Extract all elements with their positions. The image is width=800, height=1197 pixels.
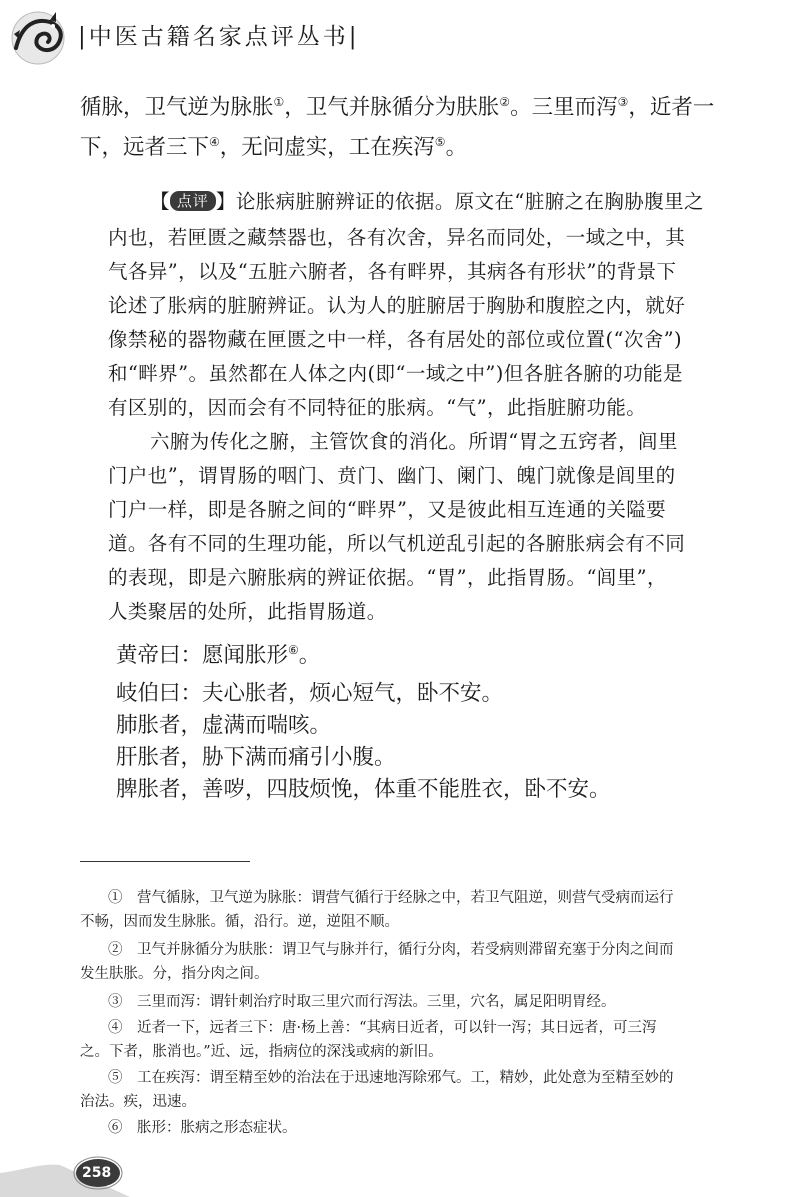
footnote-line: 不畅，因而发生脉胀。循，沿行。逆，逆阻不顺。 bbox=[80, 914, 399, 930]
commentary-first-line: 【 点评 】论胀病脏腑辨证的依据。原文在“脏腑之在胸胁腹里之 bbox=[150, 190, 704, 213]
main-text-line: 循脉，卫气逆为脉胀①，卫气并脉循分为肤胀②。三里而泻③，近者一 bbox=[80, 94, 715, 120]
commentary-tag: 点评 bbox=[170, 191, 216, 211]
footnote-line: ③ 三里而泻：谓针刺治疗时取三里穴而行泻法。三里，穴名，属足阳明胃经。 bbox=[108, 994, 616, 1010]
footnote-line: 发生肤胀。分，指分肉之间。 bbox=[80, 966, 269, 982]
commentary-line: 像禁秘的器物藏在匣匮之中一样，各有居处的部位或位置(“次舍”) bbox=[108, 328, 683, 351]
commentary-line: 论述了胀病的脏腑辨证。认为人的脏腑居于胸胁和腹腔之内，就好 bbox=[108, 294, 686, 317]
footnote-line: ② 卫气并脉循分为肤胀：谓卫气与脉并行，循行分肉，若受病则滞留充塞于分肉之间而 bbox=[108, 942, 674, 958]
page-number: 258 bbox=[82, 1165, 112, 1181]
commentary-line: 门户也”，谓胃肠的咽门、贲门、幽门、阑门、魄门就像是闾里的 bbox=[108, 464, 676, 487]
commentary-line: 的表现，即是六腑胀病的辨证依据。“胃”，此指胃肠。“闾里”， bbox=[108, 566, 667, 589]
commentary-line: 门户一样，即是各腑之间的“畔界”，又是彼此相互连通的关隘要 bbox=[108, 498, 667, 521]
commentary-line: 人类聚居的处所，此指胃肠道。 bbox=[108, 600, 387, 623]
dialogue-line: 脾胀者，善哕，四肢烦悗，体重不能胜衣，卧不安。 bbox=[116, 777, 611, 802]
footnote-line: ① 营气循脉，卫气逆为脉胀：谓营气循行于经脉之中，若卫气阻逆，则营气受病而运行 bbox=[108, 890, 674, 906]
commentary-line: 气各异”，以及“五脏六腑者，各有畔界，其病各有形状”的背景下 bbox=[108, 260, 677, 283]
dialogue-line: 黄帝曰：愿闻胀形⑥。 bbox=[116, 642, 321, 668]
footnote-line: ⑤ 工在疾泻：谓至精至妙的治法在于迅速地泻除邪气。工，精妙，此处意为至精至妙的 bbox=[108, 1070, 674, 1086]
dragon-logo-icon bbox=[6, 4, 70, 68]
commentary-line: 道。各有不同的生理功能，所以气机逆乱引起的各腑胀病会有不同 bbox=[108, 532, 686, 555]
footnote-line: ④ 近者一下，远者三下：唐·杨上善：“其病日近者，可以针一泻；其日远者，可三泻 bbox=[108, 1020, 657, 1036]
dialogue-line: 肺胀者，虚满而喘咳。 bbox=[116, 713, 332, 738]
footnote-line: ⑥ 胀形：胀病之形态症状。 bbox=[108, 1120, 297, 1136]
main-text-line: 下，远者三下④，无问虚实，工在疾泻⑤。 bbox=[80, 134, 468, 160]
commentary-line: 内也，若匣匮之藏禁器也，各有次舍，异名而同处，一域之中，其 bbox=[108, 226, 686, 249]
commentary-line: 和“畔界”。虽然都在人体之内(即“一域之中”)但各脏各腑的功能是 bbox=[108, 362, 683, 385]
footnote-line: 之。下者，胀消也。”近、远，指病位的深浅或病的新旧。 bbox=[80, 1044, 443, 1060]
commentary-line: 六腑为传化之腑，主管饮食的消化。所谓“胃之五窍者，闾里 bbox=[150, 430, 678, 453]
commentary-line: 有区别的，因而会有不同特征的胀病。“气”，此指脏腑功能。 bbox=[108, 396, 647, 419]
series-title: |中医古籍名家点评丛书| bbox=[78, 24, 360, 50]
footnote-divider bbox=[80, 861, 250, 862]
dialogue-line: 岐伯曰：夫心胀者，烦心短气，卧不安。 bbox=[116, 681, 504, 706]
dialogue-line: 肝胀者，胁下满而痛引小腹。 bbox=[116, 745, 396, 770]
footnote-line: 治法。疾，迅速。 bbox=[80, 1094, 196, 1110]
